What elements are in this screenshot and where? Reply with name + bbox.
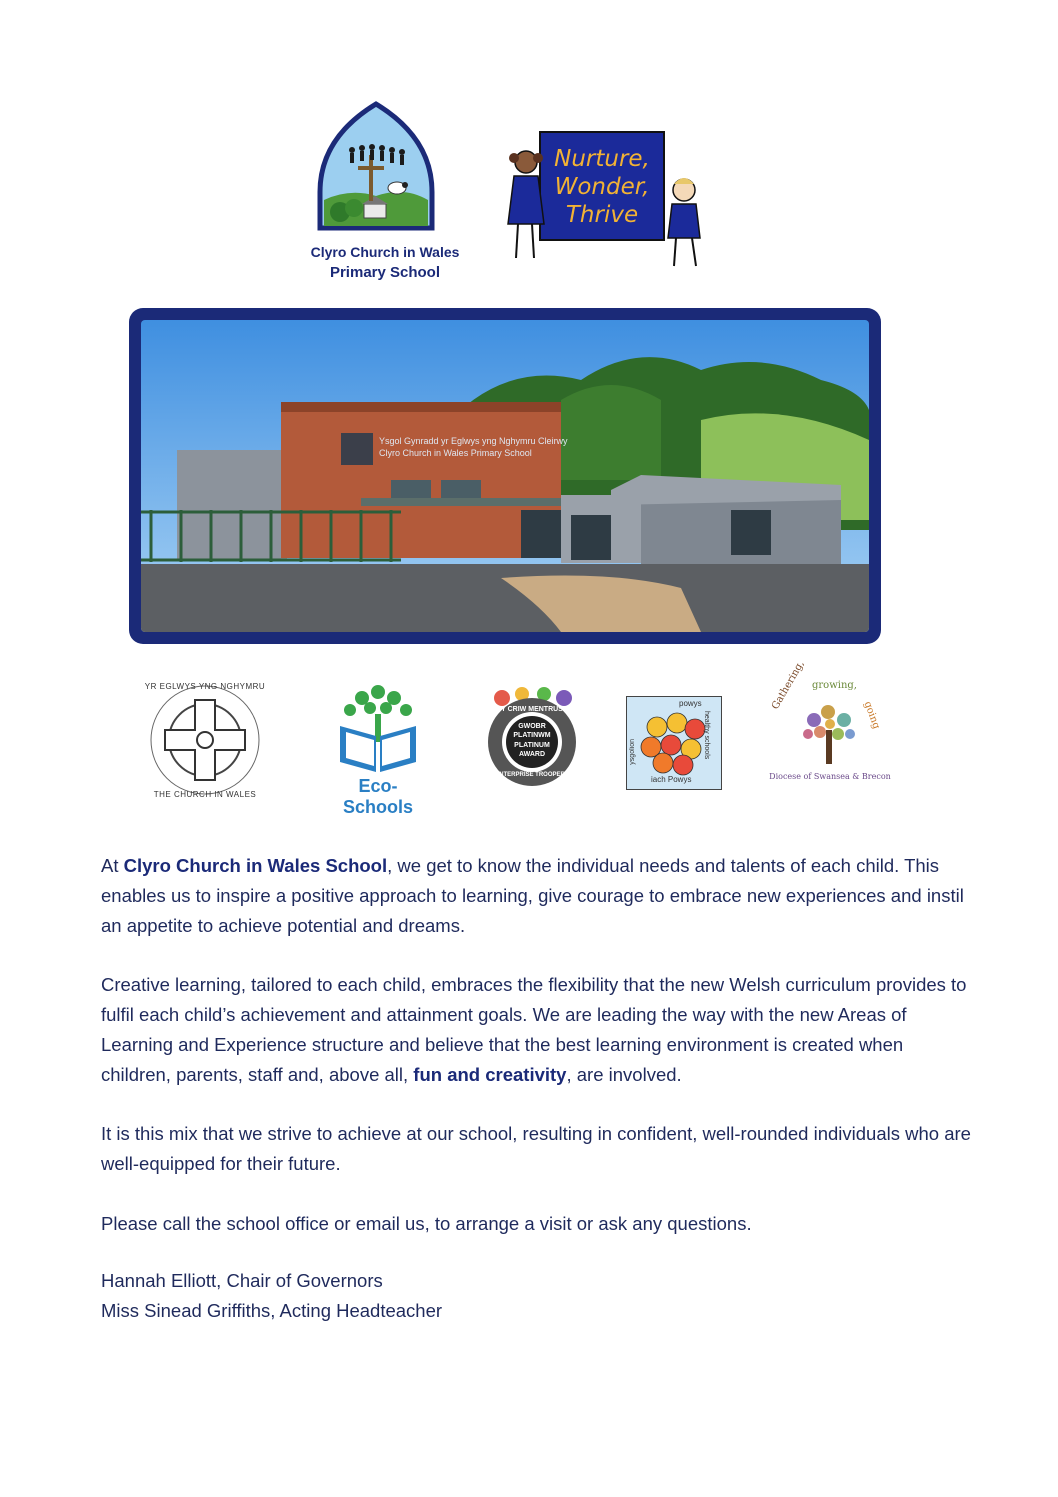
church-in-wales-bottom-text: THE CHURCH IN WALES	[153, 790, 257, 799]
healthy-schools-badge	[626, 696, 722, 790]
motto-illustration	[500, 128, 710, 270]
diocese-word-1: Gathering,	[770, 658, 807, 712]
welcome-letter	[101, 851, 971, 1268]
school-logo-line-1: Clyro Church in Wales	[310, 244, 460, 260]
paragraph-contact: Please call the school office or email us, to arrange a visit or ask any questions.	[101, 1212, 752, 1234]
school-logo	[300, 100, 470, 290]
fun-creativity-bold: fun and creativity	[413, 1063, 567, 1085]
enterprise-mid-3: PLATINUM	[514, 742, 550, 749]
celtic-cross-icon	[140, 682, 270, 802]
diocese-badge	[768, 658, 892, 792]
school-photo-frame	[129, 308, 881, 644]
enterprise-mid-1: GWOBR	[518, 723, 546, 730]
eco-schools-tree-book-icon	[326, 680, 430, 776]
motto-line-1: Nurture,	[554, 146, 650, 172]
healthy-schools-line-2: healthy schools	[703, 711, 710, 760]
paragraph-intro: At Clyro Church in Wales School, we get to know the individual needs and talents of each child. This enables us to inspire a positive approach to learning, give courage to embrace new experiences and instil an appetite to achieve potential and dreams.	[101, 855, 964, 936]
diocese-subtitle: Diocese of Swansea & Brecon	[769, 772, 891, 781]
enterprise-top-text: Y CRIW MENTRUS	[501, 706, 563, 713]
enterprise-mid-2: PLATINWM	[513, 732, 551, 739]
school-crest-icon	[300, 100, 470, 290]
healthy-schools-line-1: powys	[679, 699, 702, 708]
enterprise-troopers-badge	[482, 686, 582, 790]
motto-line-2: Wonder,	[554, 174, 650, 200]
healthy-schools-line-4: iach Powys	[651, 775, 692, 784]
school-building-photo	[141, 320, 869, 632]
paragraph-mix: It is this mix that we strive to achieve at our school, resulting in confident, well-rounded individuals who are well-equipped for their future.	[101, 1123, 971, 1174]
healthy-schools-line-3: ysgolion	[629, 739, 636, 765]
motto-line-3: Thrive	[565, 202, 639, 228]
school-logo-line-2: Primary School	[329, 264, 441, 281]
enterprise-bottom-text: ENTERPRISE TROOPERS	[495, 772, 569, 778]
building-sign-line-2: Clyro Church in Wales Primary School	[379, 448, 532, 458]
signature-headteacher: Miss Sinead Griffiths, Acting Headteacher	[101, 1299, 443, 1321]
church-in-wales-badge	[140, 682, 270, 802]
school-photo	[141, 320, 869, 632]
building-sign-line-1: Ysgol Gynradd yr Eglwys yng Nghymru Cleirwy	[379, 436, 568, 446]
diocese-word-2: growing,	[812, 680, 857, 691]
signature-block	[101, 1266, 442, 1326]
eco-schools-badge	[326, 680, 430, 817]
school-name-bold: Clyro Church in Wales School	[123, 855, 388, 876]
diocese-word-3: going	[861, 700, 882, 731]
paragraph-curriculum: Creative learning, tailored to each child, embraces the flexibility that the new Welsh curriculum provides to fulfil each child’s achievement and attainment goals. We are leading the way with the new Areas of Learning and Experience structure and believe that the best learning environment is created when children, parents, staff and, above all, fun and creativity, are involved.	[101, 974, 967, 1085]
signature-chair: Hannah Elliott, Chair of Governors	[101, 1270, 383, 1291]
church-in-wales-top-text: YR EGLWYS YNG NGHYMRU	[144, 682, 266, 691]
eco-schools-label: Eco-Schools	[342, 776, 413, 817]
enterprise-mid-4: AWARD	[518, 751, 546, 758]
